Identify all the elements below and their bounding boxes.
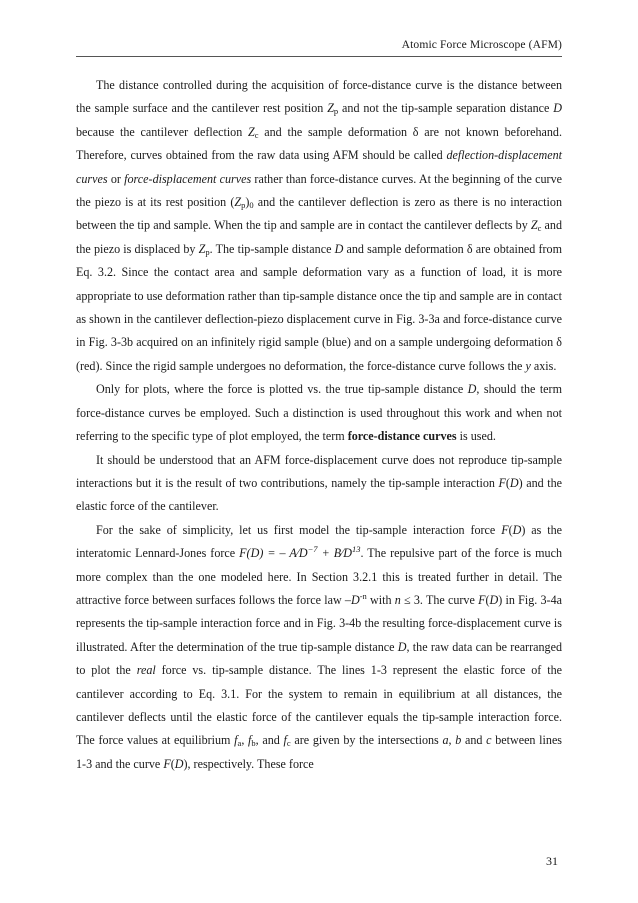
body-text	[76, 74, 562, 776]
paragraph-2: Only for plots, where the force is plotted vs. the true tip-sample distance D, should the term force-distance curves be employed. Such a distinction is used throughout this work and when not referring to the specific type of plot employed, the term force-distance curves is used.	[76, 382, 562, 444]
paragraph-1: The distance controlled during the acquisition of force-distance curve is the distance between the sample surface and the cantilever rest position $Z_p$ and not the tip-sample separation distance D because the cantilever deflection $Z_c$ and the sample deformation δ are not known beforehand. Therefore, curves obtained from the raw data using AFM should be called deflection-displacement curves or force-displacement curves rather than force-distance curves. At the beginning of the curve the piezo is at its rest position $(Z_p)_0$ and the cantilever deflection is zero as there is no interaction between the tip and sample. When the tip and sample are in contact the cantilever deflects by $Z_c$ and the piezo is displaced by $Z_p$. The tip-sample distance D and sample deformation δ are obtained from Eq. 3.2. Since the contact area and sample deformation vary as a function of load, it is more appropriate to use deformation rather than tip-sample distance once the tip and sample are in contact as shown in the cantilever deflection-piezo displacement curve in Fig. 3-3a and force-distance curve in Fig. 3-3b acquired on an infinitely rigid sample (blue) and on a sample undergoing deformation δ (red). Since the rigid sample undergoes no deformation, the force-distance curve follows the y axis.	[76, 78, 562, 373]
running-header: Atomic Force Microscope (AFM)	[401, 38, 562, 51]
page-number: 31	[546, 854, 558, 868]
lennard-jones-formula: F(D) = – $A⁄D^{-7}$ + $B⁄D^{13}$	[239, 544, 361, 561]
bold-term: force-distance curves	[347, 429, 457, 444]
paragraph-4: For the sake of simplicity, let us first model the tip-sample interaction force F(D) as the interatomic Lennard-Jones force F(D) = – $A⁄D^{-7}$ + $B⁄D^{13}$. The repulsive part of the force is much more complex than the one modeled here. In Section 3.2.1 this is treated further in detail. The attractive force between surfaces follows the force law $-D^{-n}$ with n ≤ 3. The curve F(D) in Fig. 3-4a represents the tip-sample interaction force and in Fig. 3-4b the resulting force-displacement curve is illustrated. After the determination of the true tip-sample distance D, the raw data can be rearranged to plot the real force vs. tip-sample distance. The lines 1-3 represent the elastic force of the cantilever according to Eq. 3.1. For the system to remain in equilibrium at all distances, the cantilever deflects until the elastic force of the cantilever equals the tip-sample interaction force. The force values at equilibrium $f_a$, $f_b$, and $f_c$ are given by the intersections a, b and c between lines 1-3 and the curve F(D), respectively. These force	[76, 522, 563, 771]
header-rule	[76, 56, 562, 57]
paragraph-3: It should be understood that an AFM force-displacement curve does not reproduce tip-sample interactions but it is the result of two contributions, namely the tip-sample interaction F(D) and the elastic force of the cantilever.	[76, 452, 562, 514]
